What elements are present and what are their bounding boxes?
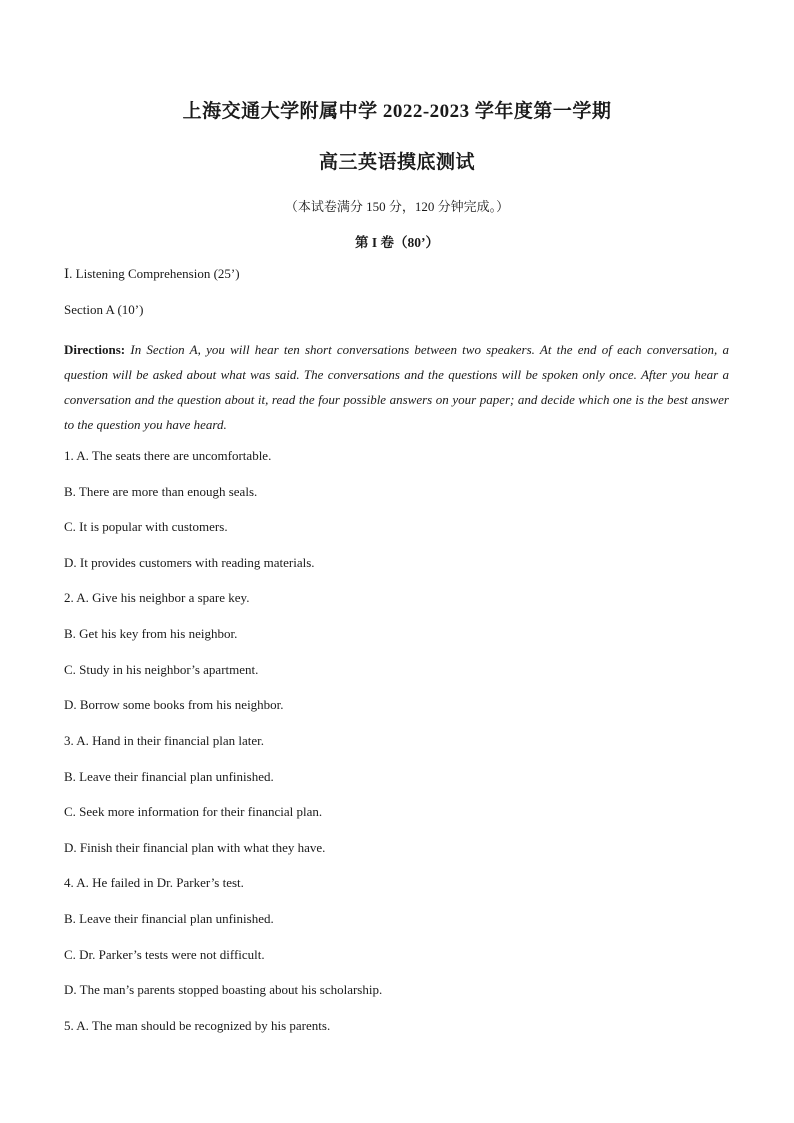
option-line: C. Seek more information for their financial plan. <box>64 804 323 819</box>
exam-subtitle: 高三英语摸底测试 <box>318 152 475 173</box>
option-line: 3. A. Hand in their financial plan later. <box>64 733 264 748</box>
option-line: 5. A. The man should be recognized by his parents. <box>64 1018 331 1033</box>
option-line: 2. A. Give his neighbor a spare key. <box>64 590 250 605</box>
option-line: D. The man’s parents stopped boasting about his scholarship. <box>64 982 383 997</box>
option-line: B. There are more than enough seals. <box>64 484 258 499</box>
option-line: D. Finish their financial plan with what they have. <box>64 840 326 855</box>
option-line: C. It is popular with customers. <box>64 519 228 534</box>
section-heading: Ⅰ. Listening Comprehension (25’) <box>64 266 240 281</box>
part-heading: 第 I 卷（80’） <box>355 235 439 250</box>
directions-text: In Section A, you will hear ten short conversations between two speakers. At the end of each conversation, a question will be asked about what was said. The conversations and the questions will be spoken only once. After you hear a conversation and the question about it, read the four possible answers on your paper; and decide which one is the best answer to the question you have heard. <box>64 342 729 432</box>
option-line: C. Study in his neighbor’s apartment. <box>64 662 259 677</box>
directions-label: Directions: <box>64 342 126 357</box>
option-line: 1. A. The seats there are uncomfortable. <box>64 448 272 463</box>
option-line: C. Dr. Parker’s tests were not difficult. <box>64 947 265 962</box>
option-line: B. Leave their financial plan unfinished. <box>64 769 274 784</box>
option-line: D. It provides customers with reading materials. <box>64 555 315 570</box>
exam-title: 上海交通大学附属中学 2022-2023 学年度第一学期 <box>182 101 612 122</box>
option-line: 4. A. He failed in Dr. Parker’s test. <box>64 875 244 890</box>
section-a-heading: Section A (10’) <box>64 302 144 317</box>
option-line: D. Borrow some books from his neighbor. <box>64 697 284 712</box>
option-line: B. Get his key from his neighbor. <box>64 626 238 641</box>
option-line: B. Leave their financial plan unfinished. <box>64 911 274 926</box>
exam-note: （本试卷满分 150 分，120 分钟完成。） <box>284 199 510 214</box>
directions-paragraph <box>64 337 729 437</box>
